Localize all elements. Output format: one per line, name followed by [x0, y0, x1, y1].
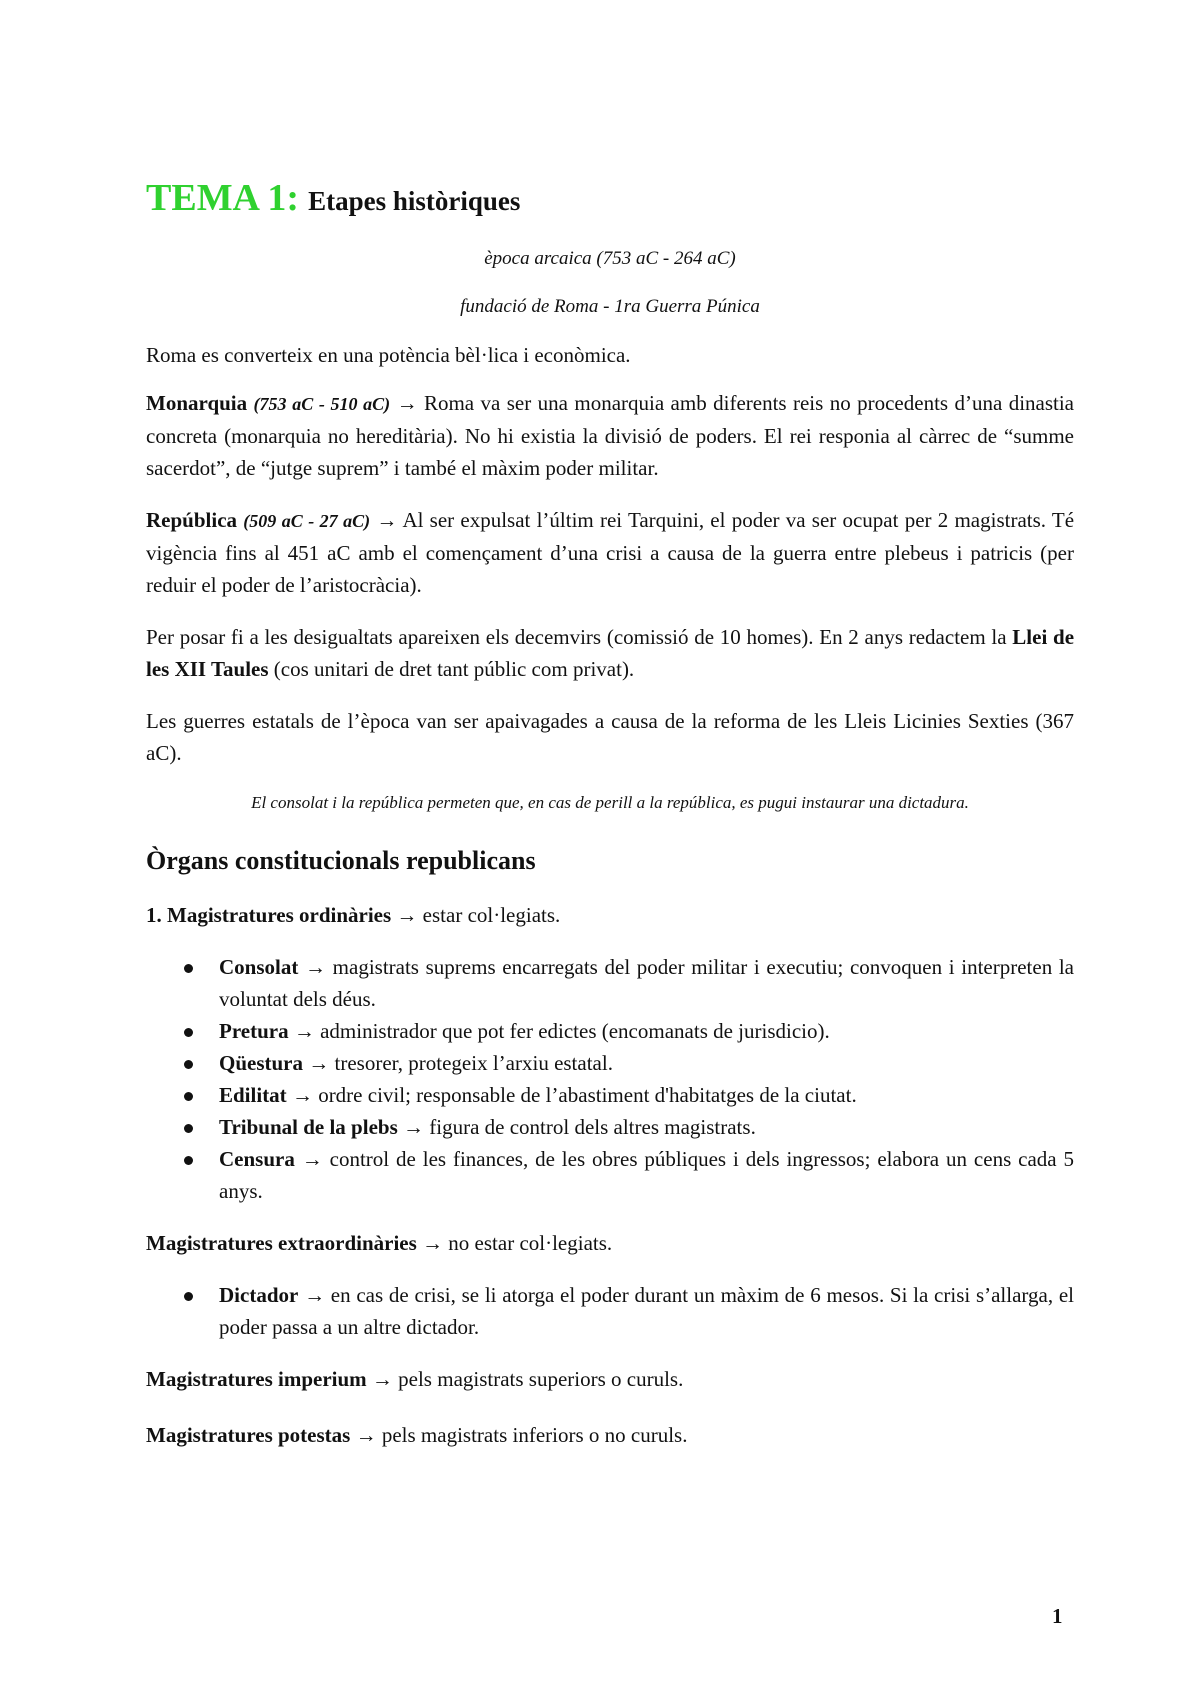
item-text: → ordre civil; responsable de l’abastiment d'habitatges de la ciutat. — [291, 1083, 857, 1107]
bullet-icon — [184, 1060, 193, 1069]
bullet-icon — [184, 1092, 193, 1101]
extraordinaries-list — [146, 1279, 1074, 1343]
item-label: Censura — [219, 1147, 295, 1171]
monarquia-dates: (753 aC - 510 aC) — [253, 394, 391, 414]
decemvirs-bold: Llei de les XII Taules — [146, 625, 1075, 681]
item-label: Tribunal de la plebs — [219, 1115, 398, 1139]
republica-label: República — [146, 508, 238, 532]
epoch-line: època arcaica (753 aC - 264 aC) — [484, 248, 736, 269]
republica-dates: (509 aC - 27 aC) — [243, 511, 371, 531]
item-text: → administrador que pot fer edictes (encomanats de jurisdicio). — [293, 1019, 830, 1043]
decemvirs-text-after: (cos unitari de dret tant públic com privat). — [273, 657, 635, 681]
extraordinaries-label: Magistratures extraordinàries — [146, 1231, 417, 1255]
potestas-line — [146, 1419, 1074, 1451]
page-title — [146, 176, 1074, 223]
item-label: Consolat — [219, 955, 299, 979]
item-text: → figura de control dels altres magistrats. — [403, 1115, 756, 1139]
decemvirs-text-before: Per posar fi a les desigualtats apareixen els decemvirs (comissió de 10 homes). En 2 anys redactem la — [146, 625, 1007, 649]
item-label: Dictador — [219, 1283, 299, 1307]
organs-heading: Òrgans constitucionals republicans — [146, 846, 536, 875]
bullet-icon — [184, 1156, 193, 1165]
item-text: → en cas de crisi, se li atorga el poder durant un màxim de 6 mesos. Si la crisi s’allarga, el poder passa a un altre dictador. — [219, 1283, 1075, 1339]
monarquia-label: Monarquia — [146, 391, 248, 415]
republica-paragraph — [146, 504, 1074, 601]
bullet-icon — [184, 1124, 193, 1133]
imperium-text: → pels magistrats superiors o curuls. — [371, 1367, 684, 1391]
imperium-line — [146, 1363, 1074, 1395]
item-label: Qüestura — [219, 1051, 303, 1075]
ordinaries-text: → estar col·legiats. — [396, 903, 561, 927]
potestas-text: → pels magistrats inferiors o no curuls. — [355, 1423, 688, 1447]
list-item — [146, 1143, 1074, 1207]
list-item — [146, 1047, 1074, 1079]
bullet-icon — [184, 964, 193, 973]
monarquia-text: → Roma va ser una monarquia amb diferents reis no procedents d’una dinastia concreta (monarquia no hereditària). No hi existia la divisió de poders. El rei responia al càrrec de “summe sacerdot”, de “jutge suprem” i també el màxim poder militar. — [146, 391, 1075, 480]
document-body — [146, 176, 1074, 1451]
list-item — [146, 1111, 1074, 1143]
list-item — [146, 1079, 1074, 1111]
item-text: → tresorer, protegeix l’arxiu estatal. — [308, 1051, 613, 1075]
page-number: 1 — [1052, 1604, 1063, 1628]
list-item — [146, 1279, 1074, 1343]
intro-paragraph: Roma es converteix en una potència bèl·lica i econòmica. — [146, 343, 631, 367]
extraordinaries-line — [146, 1227, 1074, 1259]
title-subtitle: Etapes històriques — [308, 186, 521, 216]
epoch-span-line: fundació de Roma - 1ra Guerra Púnica — [460, 296, 760, 317]
item-label: Pretura — [219, 1019, 289, 1043]
item-label: Edilitat — [219, 1083, 287, 1107]
imperium-label: Magistratures imperium — [146, 1367, 367, 1391]
decemvirs-paragraph — [146, 621, 1074, 685]
item-text: → control de les finances, de les obres públiques i dels ingressos; elabora un cens cada 5 anys. — [219, 1147, 1075, 1203]
list-item — [146, 1015, 1074, 1047]
guerres-paragraph: Les guerres estatals de l’època van ser apaivagades a causa de la reforma de les Lleis Licinies Sexties (367 aC). — [146, 709, 1074, 765]
item-text: → magistrats suprems encarregats del poder militar i executiu; convoquen i interpreten la voluntat dels déus. — [219, 955, 1075, 1011]
bullet-icon — [184, 1292, 193, 1301]
ordinaries-list — [146, 951, 1074, 1207]
list-item — [146, 951, 1074, 1015]
republica-text: → Al ser expulsat l’últim rei Tarquini, el poder va ser ocupat per 2 magistrats. Té vigència fins al 451 aC amb el començament d’una crisi a causa de la guerra entre plebeus i patricis (per reduir el poder de l’aristocràcia). — [146, 508, 1075, 597]
potestas-label: Magistratures potestas — [146, 1423, 351, 1447]
title-tema: TEMA 1: — [146, 177, 300, 219]
monarquia-paragraph — [146, 387, 1074, 484]
dictadura-note: El consolat i la república permeten que, en cas de perill a la república, es pugui instaurar una dictadura. — [251, 793, 969, 812]
ordinaries-line — [146, 899, 1074, 931]
extraordinaries-text: → no estar col·legiats. — [422, 1231, 613, 1255]
bullet-icon — [184, 1028, 193, 1037]
ordinaries-label: 1. Magistratures ordinàries — [146, 903, 392, 927]
